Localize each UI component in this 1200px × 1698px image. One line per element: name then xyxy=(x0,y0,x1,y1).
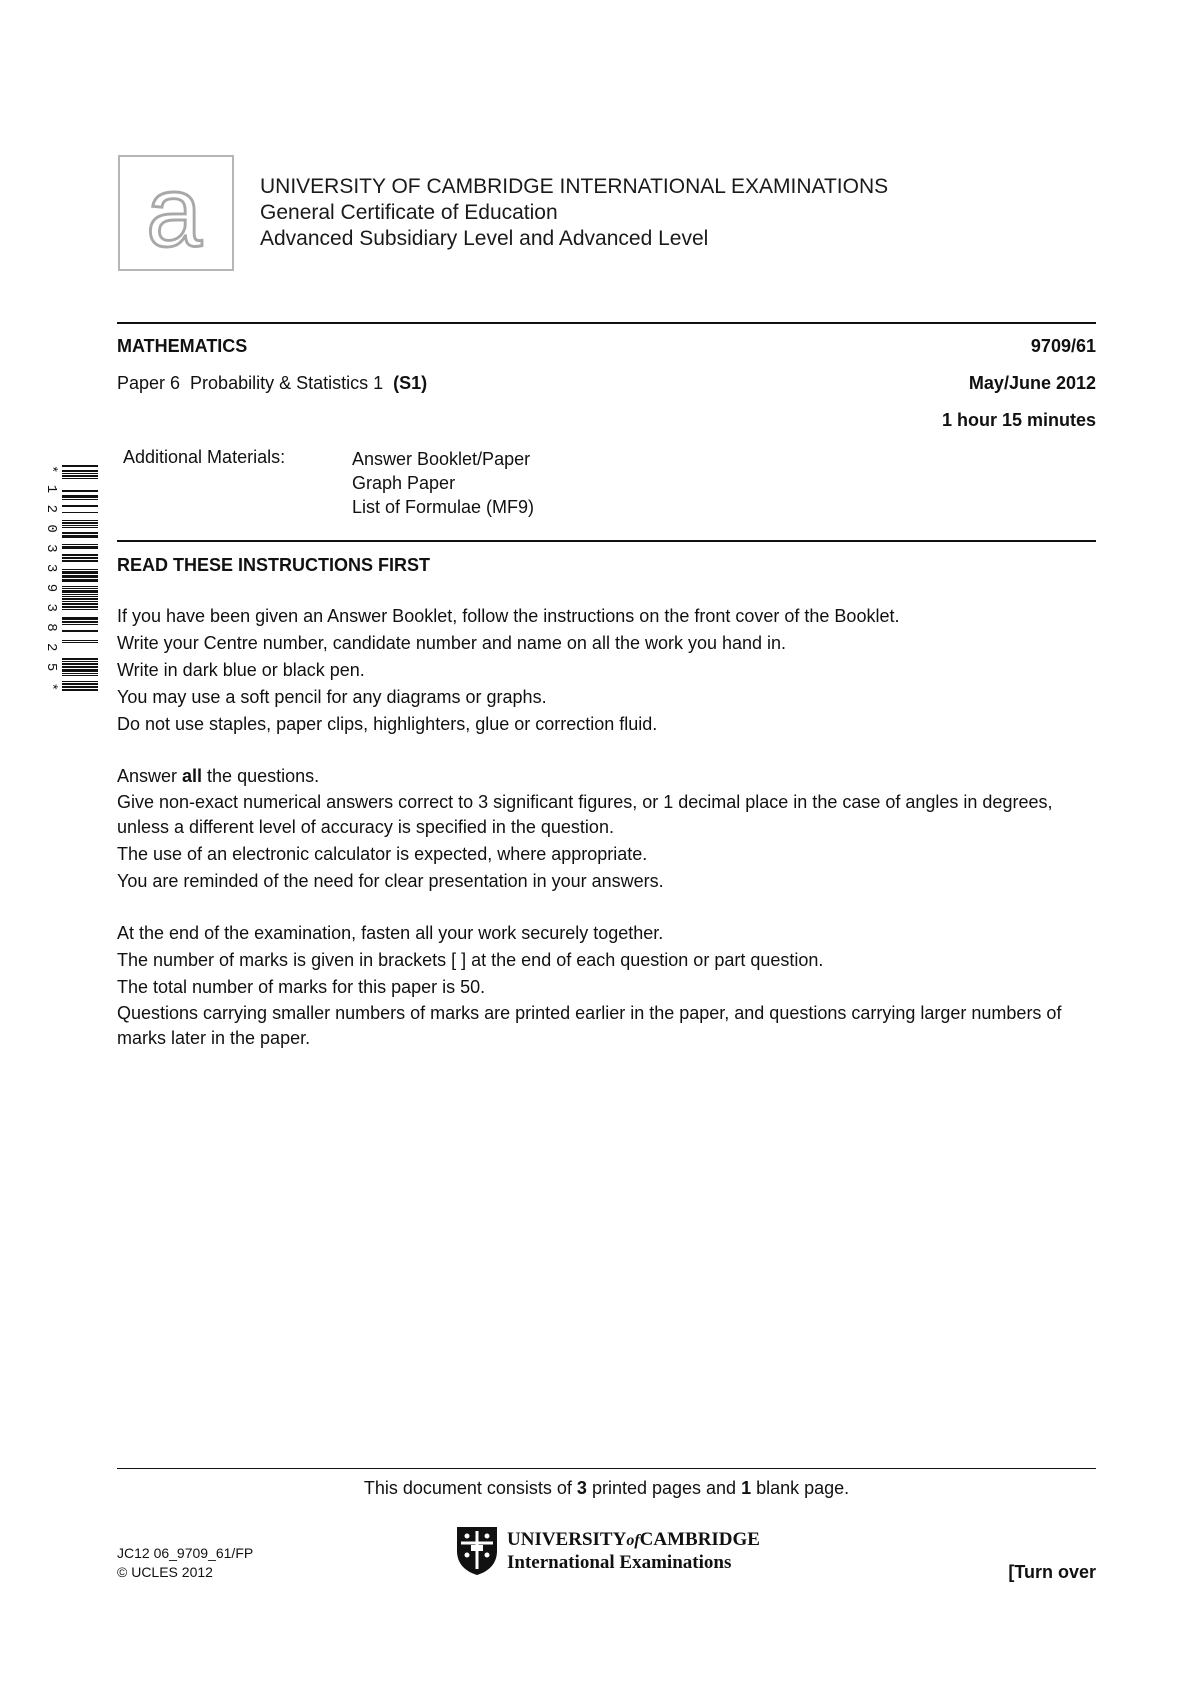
subject-row xyxy=(117,336,1096,357)
barcode-bar xyxy=(62,527,98,528)
barcode-bar xyxy=(62,606,98,608)
mid-rule xyxy=(117,540,1096,542)
svg-text:a: a xyxy=(146,157,202,268)
instruction-line xyxy=(117,763,1097,790)
note-pre: This document consists of xyxy=(363,1478,577,1498)
paper-row xyxy=(117,373,1096,394)
barcode-bar xyxy=(62,579,98,582)
barcode-bar xyxy=(62,590,98,593)
barcode-bar xyxy=(62,495,98,498)
syllabus-code: 9709/61 xyxy=(1030,336,1096,356)
footer-reference xyxy=(117,1544,253,1582)
paper-code: (S1) xyxy=(393,373,428,393)
instruction-line: Write in dark blue or black pen. xyxy=(117,660,365,680)
barcode-bar xyxy=(62,624,98,625)
exam-session: May/June 2012 xyxy=(968,373,1096,393)
barcode-bar xyxy=(62,490,98,492)
exam-board-name: UNIVERSITY OF CAMBRIDGE INTERNATIONAL EXAMINATIONS xyxy=(260,175,889,198)
certificate-name: General Certificate of Education xyxy=(260,201,558,224)
instruction-line: You may use a soft pencil for any diagrams or graphs. xyxy=(117,687,547,707)
material-item: Answer Booklet/Paper xyxy=(352,449,531,469)
barcode-bar xyxy=(62,609,98,610)
subject-title: MATHEMATICS xyxy=(117,336,248,356)
materials-list xyxy=(352,447,534,519)
instruction-line: Do not use staples, paper clips, highlighters, glue or correction fluid. xyxy=(117,714,658,734)
barcode-bar xyxy=(62,683,98,685)
barcode-bar xyxy=(62,642,98,643)
barcode-bar xyxy=(62,673,98,674)
material-item: Graph Paper xyxy=(352,473,456,493)
wordmark-university: UNIVERSITY xyxy=(507,1528,627,1550)
barcode-bar xyxy=(62,569,98,570)
printed-pages: 3 xyxy=(576,1478,587,1498)
barcode-bar xyxy=(62,586,98,587)
instruction-line: At the end of the examination, fasten all your work securely together. xyxy=(117,923,664,943)
exam-duration: 1 hour 15 minutes xyxy=(941,410,1096,430)
barcode-bar xyxy=(62,669,98,672)
turn-over: [Turn over xyxy=(1008,1562,1096,1582)
barcode-bar xyxy=(62,588,98,589)
answer-post: the questions. xyxy=(202,766,320,786)
barcode-bar xyxy=(62,544,98,545)
blank-pages: 1 xyxy=(741,1478,752,1498)
cambridge-wordmark xyxy=(507,1529,760,1574)
answer-bold: all xyxy=(182,766,203,786)
barcode-bar xyxy=(62,603,98,605)
barcode-bar xyxy=(62,473,98,474)
instruction-line: The total number of marks for this paper is 50. xyxy=(117,977,486,997)
barcode-bar xyxy=(62,571,98,574)
top-rule xyxy=(117,322,1096,324)
wordmark-international: International Examinations xyxy=(507,1551,732,1573)
instruction-line: Write your Centre number, candidate number and name on all the work you hand in. xyxy=(117,633,787,653)
document-ref: JC12 06_9709_61/FP xyxy=(117,1545,254,1561)
cambridge-shield-icon xyxy=(455,1525,499,1577)
barcode-bar xyxy=(62,478,98,479)
footer-rule xyxy=(117,1468,1096,1469)
barcode-bar xyxy=(62,557,98,559)
wordmark-cambridge: CAMBRIDGE xyxy=(639,1528,760,1550)
barcode-bar xyxy=(62,663,98,665)
barcode-bar xyxy=(62,617,98,620)
barcode-bar xyxy=(62,520,98,521)
barcode-bar xyxy=(62,505,98,507)
barcode-bar xyxy=(62,522,98,524)
paper-title xyxy=(117,373,427,394)
page-count-note xyxy=(117,1478,1096,1499)
wordmark-of: of xyxy=(626,1531,640,1549)
barcode-bar xyxy=(62,640,98,641)
barcode-bar xyxy=(62,675,98,676)
cie-a-logo-icon xyxy=(118,155,234,271)
barcode-bar xyxy=(62,630,98,632)
instruction-line: The number of marks is given in brackets [ ] at the end of each question or part question. xyxy=(117,950,824,970)
barcode xyxy=(40,465,100,695)
barcode-bar xyxy=(62,499,98,500)
barcode-bar xyxy=(62,470,98,472)
barcode-bar xyxy=(62,661,98,662)
materials-label: Additional Materials: xyxy=(123,447,286,467)
instruction-line: If you have been given an Answer Booklet, follow the instructions on the front cover of the Booklet. xyxy=(117,606,900,626)
paper-name: Paper 6 Probability & Statistics 1 xyxy=(117,373,394,393)
instruction-line: You are reminded of the need for clear presentation in your answers. xyxy=(117,871,664,891)
barcode-bar xyxy=(62,560,98,562)
barcode-bar xyxy=(62,475,98,477)
barcode-bar xyxy=(62,686,98,688)
barcode-bar xyxy=(62,575,98,578)
instructions-body xyxy=(117,603,1097,1051)
instruction-line: The use of an electronic calculator is expected, where appropriate. xyxy=(117,844,648,864)
note-post: blank page. xyxy=(751,1478,850,1498)
barcode-bar xyxy=(62,658,98,660)
instructions-heading: READ THESE INSTRUCTIONS FIRST xyxy=(117,555,431,575)
barcode-bar xyxy=(62,512,98,513)
barcode-bar xyxy=(62,546,98,549)
barcode-bar xyxy=(62,601,98,602)
levels-name: Advanced Subsidiary Level and Advanced Level xyxy=(260,227,709,250)
answer-pre: Answer xyxy=(117,766,183,786)
barcode-bar xyxy=(62,594,98,595)
barcode-bar xyxy=(62,621,98,623)
barcode-number: *1203393825* xyxy=(43,465,59,691)
barcode-bar xyxy=(62,598,98,600)
barcode-bar xyxy=(62,596,98,597)
material-item: List of Formulae (MF9) xyxy=(352,497,535,517)
barcode-bar xyxy=(62,666,98,668)
instruction-line: Give non-exact numerical answers correct to 3 significant figures, or 1 decimal place in the case of angles in degrees, unless a different level of accuracy is specified in the question. xyxy=(117,792,1053,837)
exam-board-header xyxy=(260,174,888,252)
note-mid: printed pages and xyxy=(586,1478,742,1498)
barcode-bar xyxy=(62,689,98,691)
barcode-bar xyxy=(62,525,98,526)
instruction-line: Questions carrying smaller numbers of marks are printed earlier in the paper, and questions carrying larger numbers of marks later in the paper. xyxy=(117,1003,1062,1048)
barcode-bar xyxy=(62,532,98,534)
barcode-bar xyxy=(62,554,98,556)
barcode-bar xyxy=(62,465,98,467)
barcode-bar xyxy=(62,535,98,538)
barcode-bar xyxy=(62,681,98,682)
cambridge-logo xyxy=(455,1524,760,1578)
copyright: © UCLES 2012 xyxy=(117,1564,213,1580)
